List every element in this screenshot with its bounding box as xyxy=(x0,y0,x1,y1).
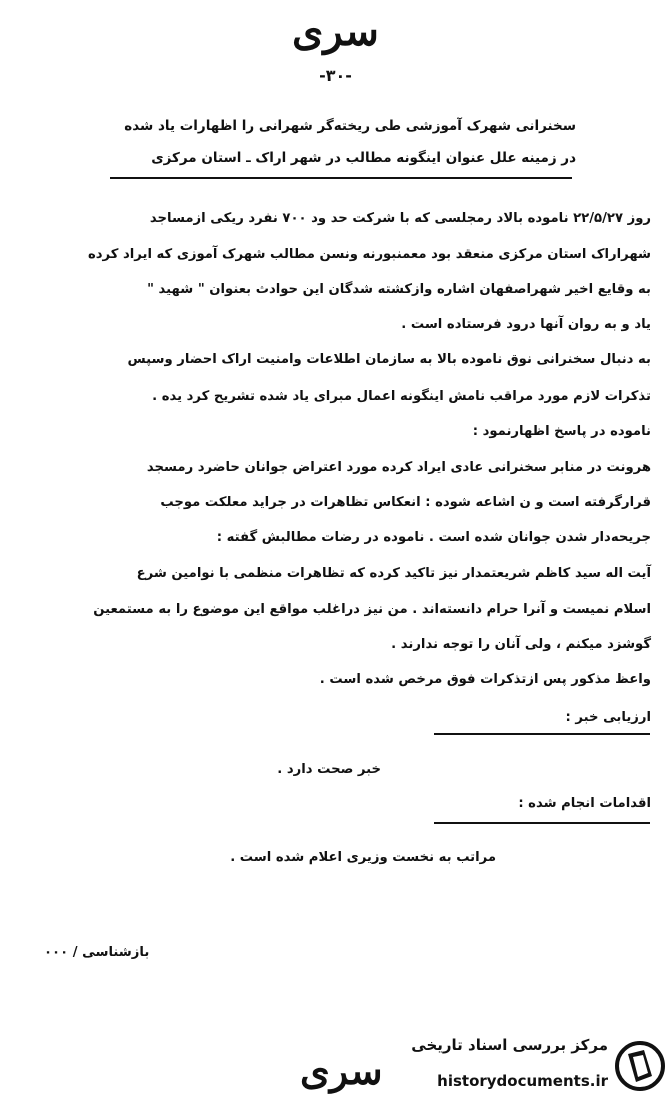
subject-line-1: سخنرانی شهرک آموزشی طی ریخته‌گر شهرانی را اظهارات یاد شده xyxy=(124,118,576,134)
evaluation-underline xyxy=(434,733,650,735)
evaluation-text: خبر صحت دارد . xyxy=(277,762,381,777)
body-line: هرونت در منابر سخنرانی عادی ایراد کرده مورد اعتراض جوانان حاضرد رمسجد xyxy=(146,460,651,475)
archive-name: مرکز بررسی اسناد تاریخی xyxy=(411,1036,608,1054)
body-line: به وقایع اخیر شهراصفهان اشاره وازکشته شدگان این حوادث بعنوان " شهید " xyxy=(147,282,651,297)
body-line: روز ۲۲/۵/۲۷ ناموده بالاد رمجلسی که با شرکت حد ود ۷۰۰ نفرد ریکی ازمساجد xyxy=(149,211,651,226)
body-line: شهراراک استان مرکزی منعقد بود معمنبورنه ونسن مطالب شهرک آموزی که ایراد کرده xyxy=(87,247,651,262)
classification-stamp: سری xyxy=(292,8,379,55)
archive-url: historydocuments.ir xyxy=(437,1072,608,1090)
body-line: آیت اله سید کاظم شریعتمدار نیز تاکید کرده که تظاهرات منظمی با نوامین شرع xyxy=(136,566,651,581)
body-line: ناموده در پاسخ اظهارنمود : xyxy=(472,424,651,439)
body-line: تذکرات لازم مورد مراقب نامش اینگونه اعمال مبرای یاد شده تشریح کرد یده . xyxy=(152,389,651,404)
body-line: قرارگرفته است و ن اشاعه شوده : انعکاس تظاهرات در جراید معلکت موجب xyxy=(160,495,651,510)
footer-classification-stamp: سری xyxy=(300,1048,383,1093)
body-line: اسلام نمیست و آنرا حرام دانسته‌اند . من نیز دراغلب مواقع این موضوع را به مستمعین xyxy=(93,602,651,617)
evaluation-label: ارزیابی خبر : xyxy=(565,710,651,725)
subject-line-2: در زمینه علل عنوان اینگونه مطالب در شهر اراک ـ استان مرکزی xyxy=(151,150,576,166)
body-line: گوشزد میکنم ، ولی آنان را توجه ندارند . xyxy=(391,637,651,652)
archive-logo-icon xyxy=(614,1040,666,1092)
body-line: واعظ مذکور پس ازتذکرات فوق مرخص شده است . xyxy=(319,672,651,687)
body-line: جریحه‌دار شدن جوانان شده است . ناموده در رضات مطالبش گفته : xyxy=(216,530,651,545)
subject-underline xyxy=(110,177,572,179)
actions-text: مراتب به نخست وزیری اعلام شده است . xyxy=(230,850,496,865)
page-number: -۳۰- xyxy=(319,66,352,85)
actions-label: اقدامات انجام شده : xyxy=(518,796,651,811)
reference-code: بازشناسی / ۰۰۰ xyxy=(44,945,150,960)
actions-underline xyxy=(434,822,650,824)
archive-watermark xyxy=(411,1020,668,1112)
body-line: به دنبال سخنرانی نوق ناموده بالا به سازمان اطلاعات وامنیت اراک احضار وسپس xyxy=(127,352,651,367)
body-line: یاد و به روان آنها درود فرستاده است . xyxy=(401,317,651,332)
